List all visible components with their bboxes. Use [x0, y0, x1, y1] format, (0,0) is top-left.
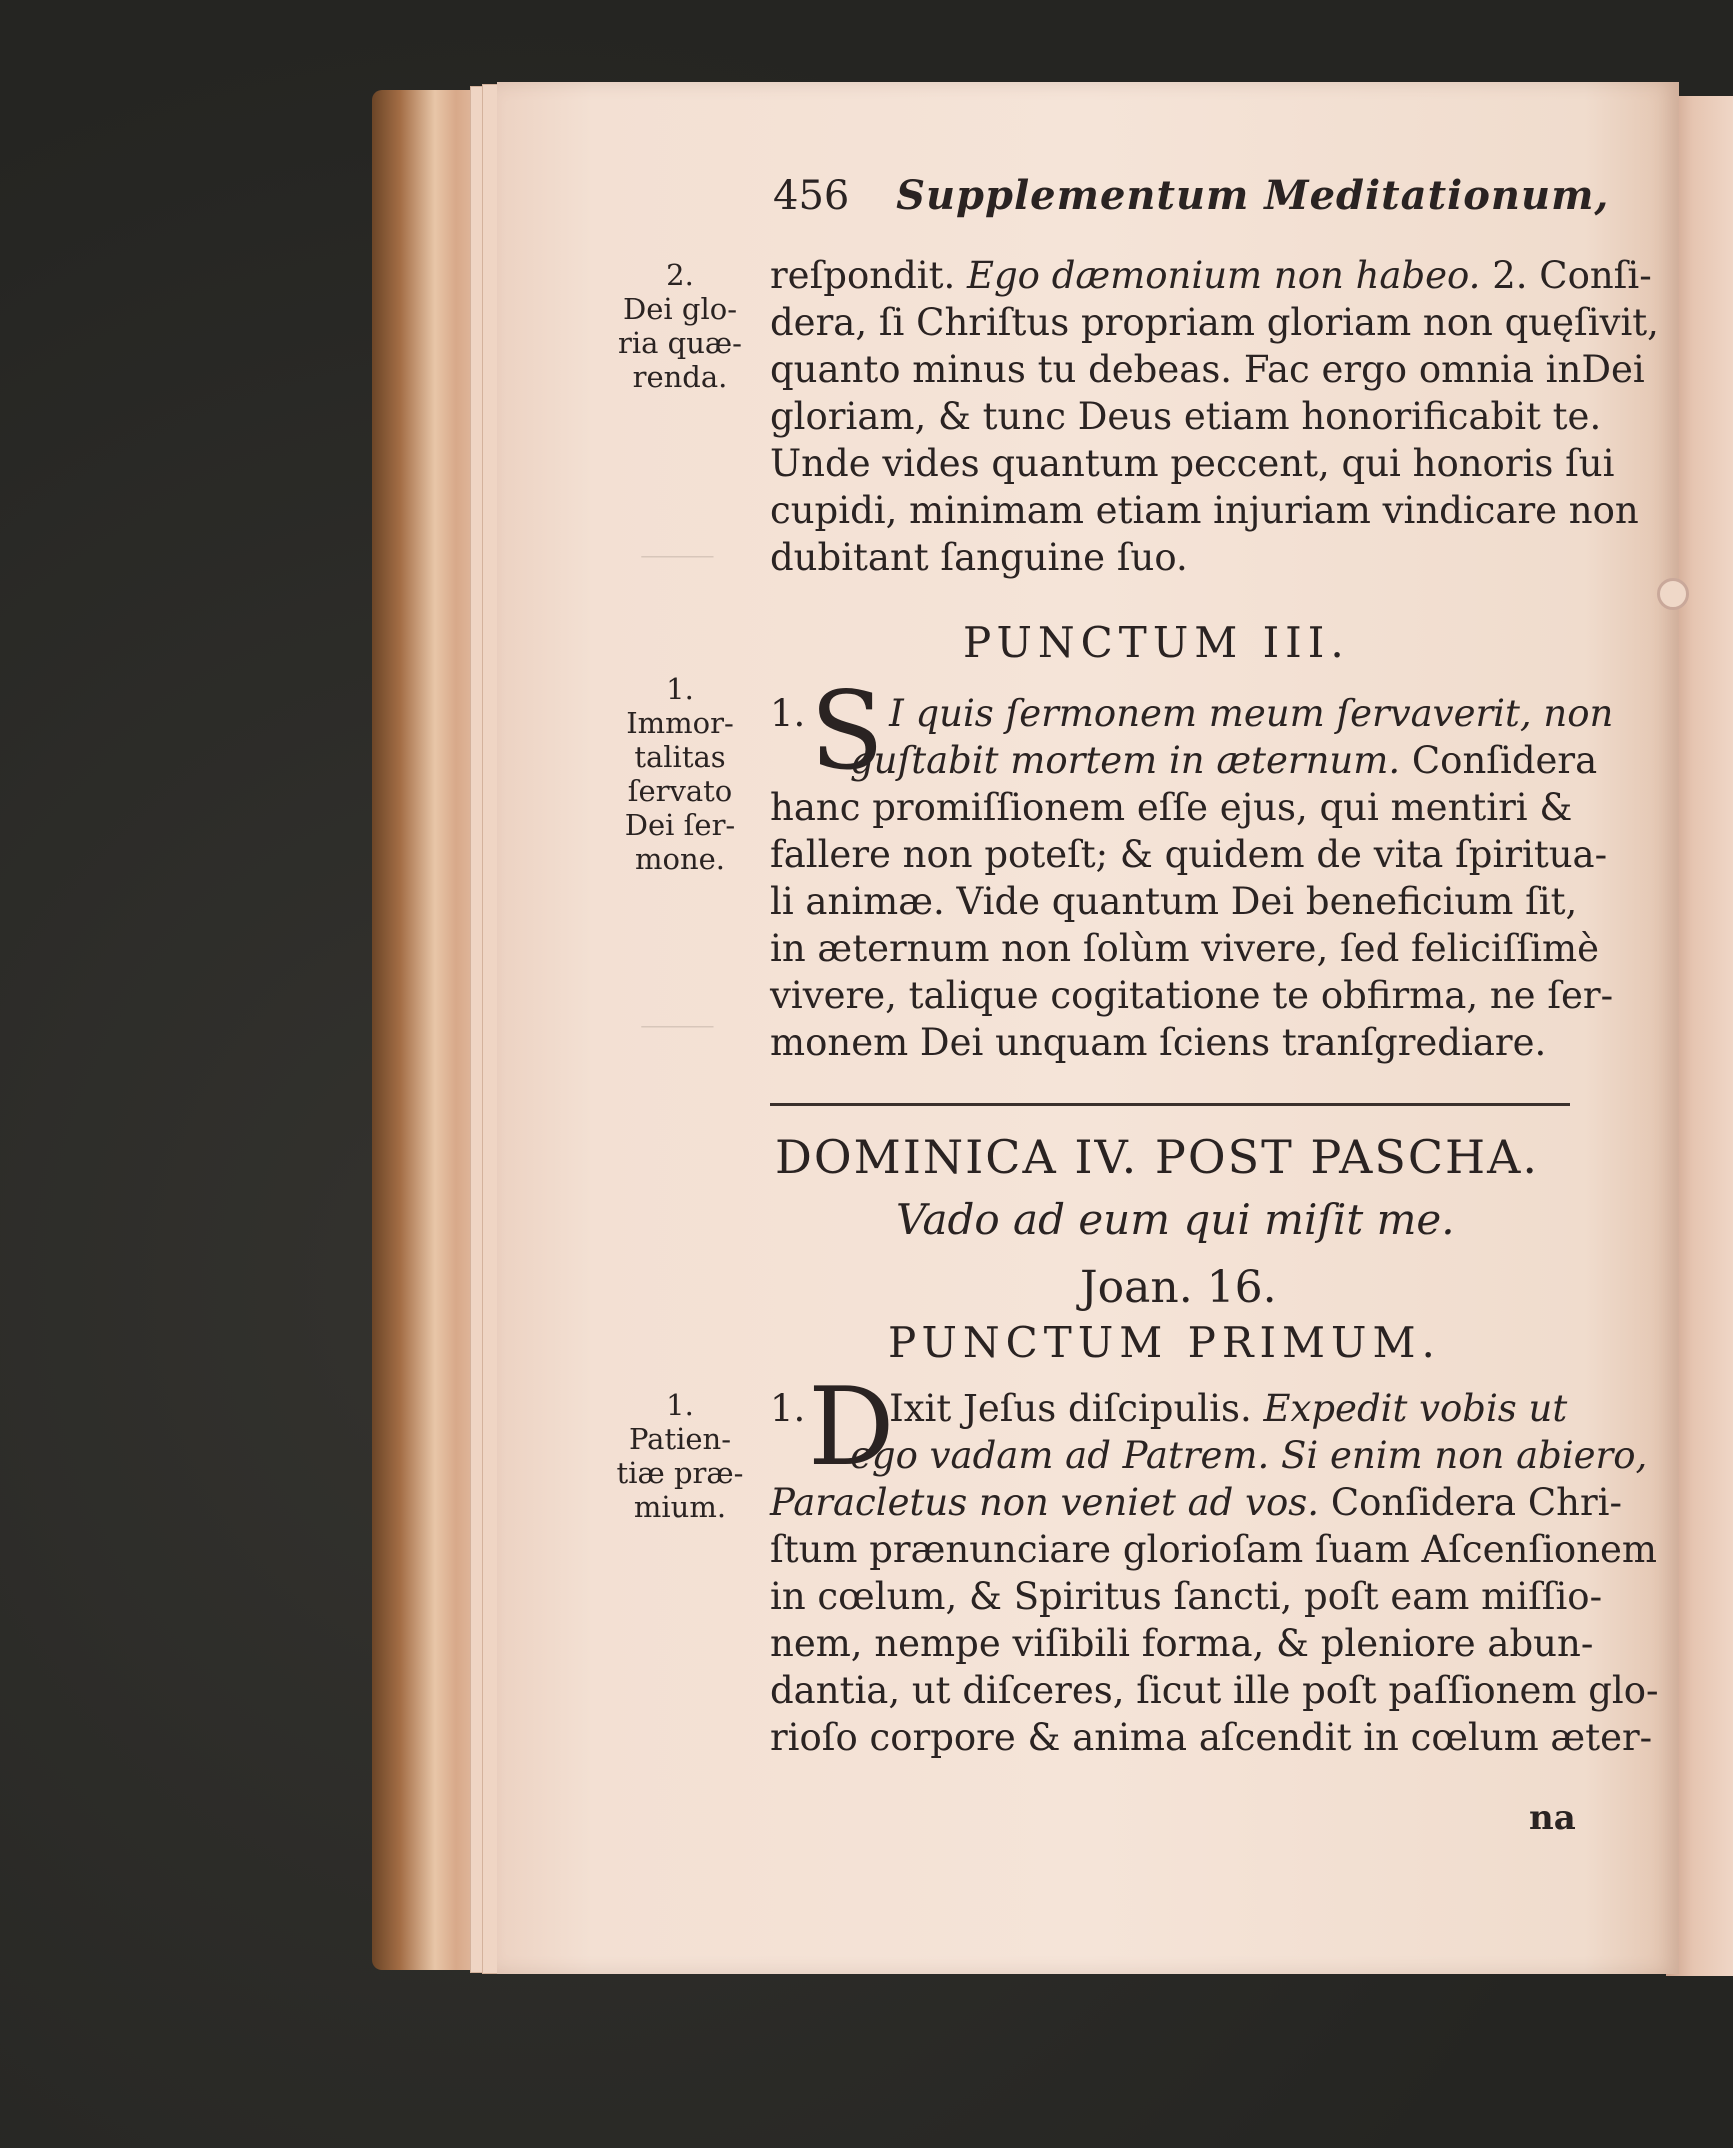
- text-run: reſpondit.: [770, 254, 967, 297]
- paper-hole: [1657, 578, 1689, 610]
- bleed-through-mark: ⸻: [640, 1008, 715, 1043]
- margin-note-line: Patien-: [628, 1422, 732, 1456]
- italic-text: Expedit vobis ut: [1263, 1387, 1568, 1430]
- margin-note-line: tiæ præ-: [616, 1456, 744, 1490]
- text-line: [770, 393, 1659, 440]
- text-run: cupidi, minimam etiam injuriam vindicare non: [770, 489, 1639, 532]
- italic-text: Paracletus non veniet ad vos.: [770, 1481, 1320, 1524]
- margin-note-line: ſervato: [627, 774, 733, 808]
- text-run: gloriam, & tunc Deus etiam honorificabit te.: [770, 395, 1602, 438]
- text-run: monem Dei unquam ſciens tranſgrediare.: [770, 1021, 1547, 1064]
- text-line: [770, 878, 1613, 925]
- text-run: vivere, talique cogitatione te obfirma, ne ſer-: [770, 974, 1614, 1017]
- text-line: [770, 737, 1613, 784]
- gospel-citation: Joan. 16.: [1080, 1262, 1277, 1313]
- section-heading-punctum-iii: PUNCTUM III.: [963, 618, 1350, 667]
- text-line: [770, 972, 1613, 1019]
- text-line: [770, 1385, 1659, 1432]
- text-line: [770, 1019, 1613, 1066]
- text-line: [770, 1432, 1659, 1479]
- text-run: dera, ſi Chriſtus propriam gloriam non quęſivit,: [770, 301, 1659, 344]
- text-line: [770, 831, 1613, 878]
- margin-note-gloria: [600, 258, 760, 394]
- text-line: [770, 534, 1659, 581]
- margin-note-immortalitas: [600, 672, 760, 876]
- margin-note-line: talitas: [634, 740, 726, 774]
- text-run: Unde vides quantum peccent, qui honoris ſui: [770, 442, 1615, 485]
- text-run: rioſo corpore & anima aſcendit in cœlum æter-: [770, 1716, 1653, 1759]
- text-line: [770, 784, 1613, 831]
- drop-capital-d: D: [808, 1365, 895, 1490]
- text-line: [770, 1479, 1659, 1526]
- dominica-title: DOMINICA IV. POST PASCHA.: [775, 1130, 1540, 1184]
- text-line: [770, 346, 1659, 393]
- margin-note-patientia: [600, 1388, 760, 1524]
- text-line: [770, 1526, 1659, 1573]
- bleed-through-mark: ⸻: [640, 538, 715, 573]
- text-run: ſtum prænunciare glorioſam ſuam Aſcenſionem: [770, 1528, 1657, 1571]
- text-run: quanto minus tu debeas. Fac ergo omnia inDei: [770, 348, 1645, 391]
- text-line: [770, 1573, 1659, 1620]
- text-line: [770, 1667, 1659, 1714]
- section-heading-punctum-primum: PUNCTUM PRIMUM.: [888, 1318, 1441, 1367]
- drop-capital-s: S: [810, 669, 884, 794]
- running-header: [773, 172, 1610, 232]
- running-title: Supplementum Meditationum,: [896, 172, 1610, 219]
- italic-text: guſtabit mortem in æternum.: [850, 739, 1401, 782]
- margin-note-line: renda.: [632, 360, 728, 394]
- text-line: [770, 690, 1613, 737]
- text-line: [770, 487, 1659, 534]
- margin-number: 1.: [666, 1388, 694, 1422]
- text-run: nem, nempe viſibili forma, & pleniore abun-: [770, 1622, 1594, 1665]
- text-run: hanc promiſſionem eſſe ejus, qui mentiri &: [770, 786, 1573, 829]
- margin-note-line: Immor-: [626, 706, 734, 740]
- margin-note-line: ria quæ-: [618, 326, 742, 360]
- text-run: dubitant ſanguine ſuo.: [770, 536, 1188, 579]
- text-run: Ixit Jeſus diſcipulis.: [889, 1387, 1264, 1430]
- text-run: in æternum non ſolùm vivere, ſed feliciſſimè: [770, 927, 1600, 970]
- margin-number: 1.: [666, 672, 694, 706]
- text-run: fallere non poteſt; & quidem de vita ſpiritua-: [770, 833, 1608, 876]
- text-line: [770, 925, 1613, 972]
- text-run: Conſidera Chri-: [1319, 1481, 1623, 1524]
- text-line: [770, 1714, 1659, 1761]
- paragraph-punctum-iii: [770, 690, 1613, 1066]
- italic-text: ego vadam ad Patrem. Si enim non abiero,: [850, 1434, 1648, 1477]
- page-number: 456: [773, 173, 850, 219]
- italic-text: Ego dæmonium non habeo.: [966, 254, 1481, 297]
- text-run: 1.: [770, 692, 818, 735]
- text-line: [770, 440, 1659, 487]
- catchword: na: [1529, 1798, 1576, 1838]
- text-run: Conſidera: [1400, 739, 1598, 782]
- section-divider: [770, 1103, 1570, 1106]
- margin-note-line: mium.: [633, 1490, 727, 1524]
- text-line: [770, 1620, 1659, 1667]
- margin-note-line: Dei ſer-: [624, 808, 736, 842]
- text-line: [770, 299, 1659, 346]
- margin-note-line: Dei glo-: [622, 292, 737, 326]
- text-run: 2. Conſi-: [1480, 254, 1652, 297]
- paragraph-punctum-primum: [770, 1385, 1659, 1761]
- gospel-verse: Vado ad eum qui miſit me.: [896, 1195, 1455, 1244]
- text-run: li animæ. Vide quantum Dei beneficium ſit,: [770, 880, 1578, 923]
- italic-text: I quis ſermonem meum ſervaverit, non: [889, 692, 1614, 735]
- text-run: in cœlum, & Spiritus ſancti, poſt eam miſſio-: [770, 1575, 1603, 1618]
- margin-note-line: mone.: [634, 842, 726, 876]
- text-run: dantia, ut diſceres, ſicut ille poſt paſſionem glo-: [770, 1669, 1659, 1712]
- paragraph-respondit: [770, 252, 1659, 581]
- margin-number: 2.: [666, 258, 694, 292]
- text-line: [770, 252, 1659, 299]
- text-run: 1.: [770, 1387, 818, 1430]
